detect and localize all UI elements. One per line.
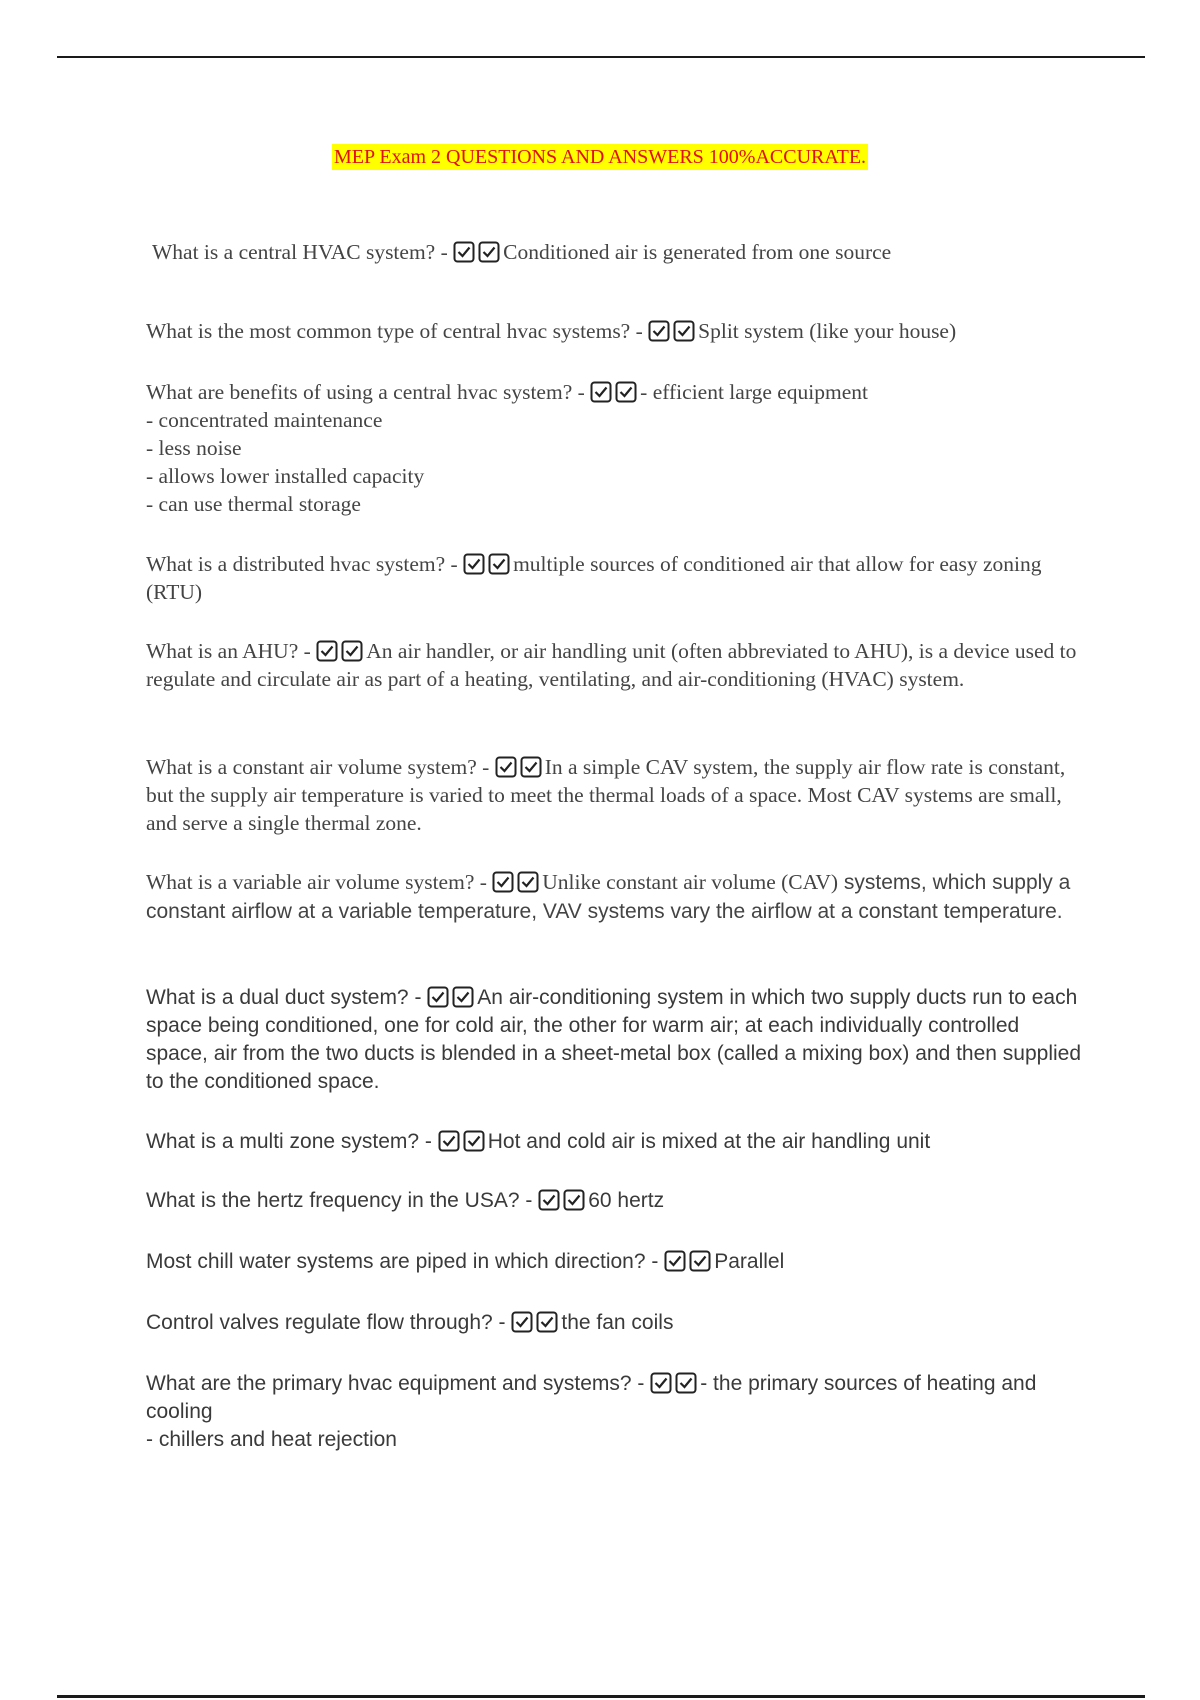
checkbox-checked-icon xyxy=(590,381,612,403)
separator: - xyxy=(445,552,464,576)
separator: - xyxy=(645,1250,665,1273)
answer-text: 60 hertz xyxy=(588,1189,665,1212)
qa-item-ahu xyxy=(146,637,1086,693)
qa-item-chill-water xyxy=(146,1248,1086,1276)
qa-item-primary-equipment xyxy=(146,1370,1086,1454)
question-text: What is an AHU? xyxy=(146,639,299,663)
checkbox-checked-icon xyxy=(673,320,695,342)
separator: - xyxy=(419,1130,438,1153)
separator: - xyxy=(631,1372,651,1395)
separator: - xyxy=(572,380,591,404)
checkbox-checked-icon xyxy=(675,1372,697,1394)
question-text: Most chill water systems are piped in which direction? xyxy=(146,1250,646,1273)
checkbox-checked-icon xyxy=(648,320,670,342)
checkbox-checked-icon xyxy=(563,1189,585,1211)
qa-item-central-hvac xyxy=(152,238,1092,266)
qa-item-distributed xyxy=(146,550,1086,606)
qa-item-cav xyxy=(146,753,1086,837)
answer-text: In a simple CAV system, the supply air flow rate is constant, but the supply air temperature is varied to meet the thermal loads of a space. Most CAV systems are small, and serve a single thermal zone. xyxy=(146,755,1066,835)
qa-item-dual-duct xyxy=(146,984,1086,1096)
answer-bullet: - can use thermal storage xyxy=(146,492,361,516)
checkbox-checked-icon xyxy=(453,241,475,263)
separator: - xyxy=(408,986,428,1009)
separator: - xyxy=(492,1311,512,1334)
answer-bullet: - chillers and heat rejection xyxy=(146,1428,397,1451)
question-text: What are benefits of using a central hvac system? xyxy=(146,380,573,404)
question-text: What is a variable air volume system? xyxy=(146,870,475,894)
checkbox-checked-icon xyxy=(463,553,485,575)
checkbox-checked-icon xyxy=(316,640,338,662)
document-title: MEP Exam 2 QUESTIONS AND ANSWERS 100%ACCURATE. xyxy=(333,146,867,168)
checkbox-checked-icon xyxy=(520,756,542,778)
question-text: What is a central HVAC system? xyxy=(152,240,436,264)
answer-text: the fan coils xyxy=(561,1311,674,1334)
checkbox-checked-icon xyxy=(495,756,517,778)
answer-text: Parallel xyxy=(714,1250,785,1273)
answer-text: Unlike constant air volume (CAV) xyxy=(542,870,839,894)
question-text: What is the hertz frequency in the USA? xyxy=(146,1189,520,1212)
answer-text: multiple sources of conditioned air that allow for easy zoning (RTU) xyxy=(146,552,1042,604)
checkbox-checked-icon xyxy=(536,1311,558,1333)
answer-text: An air handler, or air handling unit (often abbreviated to AHU), is a device used to regulate and circulate air as part of a heating, ventilating, and air-conditioning (HVAC) system. xyxy=(146,639,1077,691)
checkbox-checked-icon xyxy=(463,1130,485,1152)
checkbox-checked-icon xyxy=(427,986,449,1008)
answer-text: Hot and cold air is mixed at the air handling unit xyxy=(487,1130,931,1153)
checkbox-checked-icon xyxy=(615,381,637,403)
checkbox-checked-icon xyxy=(511,1311,533,1333)
separator: - xyxy=(474,870,493,894)
answer-text-continued: systems, which supply a constant airflow at a variable temperature, VAV systems vary the airflow at a constant temperature. xyxy=(146,871,1071,923)
checkbox-checked-icon xyxy=(650,1372,672,1394)
checkbox-checked-icon xyxy=(438,1130,460,1152)
qa-item-control-valves xyxy=(146,1309,1086,1337)
qa-item-multi-zone xyxy=(146,1128,1086,1156)
checkbox-checked-icon xyxy=(478,241,500,263)
qa-item-benefits-central xyxy=(146,378,1086,518)
checkbox-checked-icon xyxy=(488,553,510,575)
separator: - xyxy=(630,319,649,343)
qa-item-vav xyxy=(146,868,1086,926)
separator: - xyxy=(435,240,454,264)
title-wrapper xyxy=(0,144,1200,170)
qa-item-hertz xyxy=(146,1187,1086,1215)
question-text: What is a distributed hvac system? xyxy=(146,552,446,576)
answer-text: An air-conditioning system in which two supply ducts run to each space being conditioned, one for cold air, the other for warm air; at each individually controlled space, air from the two ducts is blended in a sheet-metal box (called a mixing box) and then supplied to the conditioned space. xyxy=(146,986,1082,1093)
answer-text: - the primary sources of heating and cooling xyxy=(146,1372,1037,1423)
checkbox-checked-icon xyxy=(452,986,474,1008)
answer-text: - efficient large equipment xyxy=(640,380,869,404)
answer-bullet: - allows lower installed capacity xyxy=(146,464,425,488)
question-text: Control valves regulate flow through? xyxy=(146,1311,493,1334)
checkbox-checked-icon xyxy=(341,640,363,662)
separator: - xyxy=(298,639,317,663)
question-text: What are the primary hvac equipment and systems? xyxy=(146,1372,632,1395)
answer-text: Conditioned air is generated from one source xyxy=(503,240,892,264)
answer-bullet: - concentrated maintenance xyxy=(146,408,383,432)
bottom-rule xyxy=(57,1695,1145,1698)
question-text: What is a constant air volume system? xyxy=(146,755,477,779)
checkbox-checked-icon xyxy=(689,1250,711,1272)
checkbox-checked-icon xyxy=(664,1250,686,1272)
separator: - xyxy=(476,755,495,779)
separator: - xyxy=(519,1189,539,1212)
checkbox-checked-icon xyxy=(492,871,514,893)
qa-item-common-central xyxy=(146,317,1086,345)
question-text: What is a dual duct system? xyxy=(146,986,409,1009)
checkbox-checked-icon xyxy=(517,871,539,893)
answer-bullet: - less noise xyxy=(146,436,242,460)
question-text: What is a multi zone system? xyxy=(146,1130,420,1153)
checkbox-checked-icon xyxy=(538,1189,560,1211)
question-text: What is the most common type of central hvac systems? xyxy=(146,319,631,343)
top-rule xyxy=(57,56,1145,58)
answer-text: Split system (like your house) xyxy=(698,319,957,343)
